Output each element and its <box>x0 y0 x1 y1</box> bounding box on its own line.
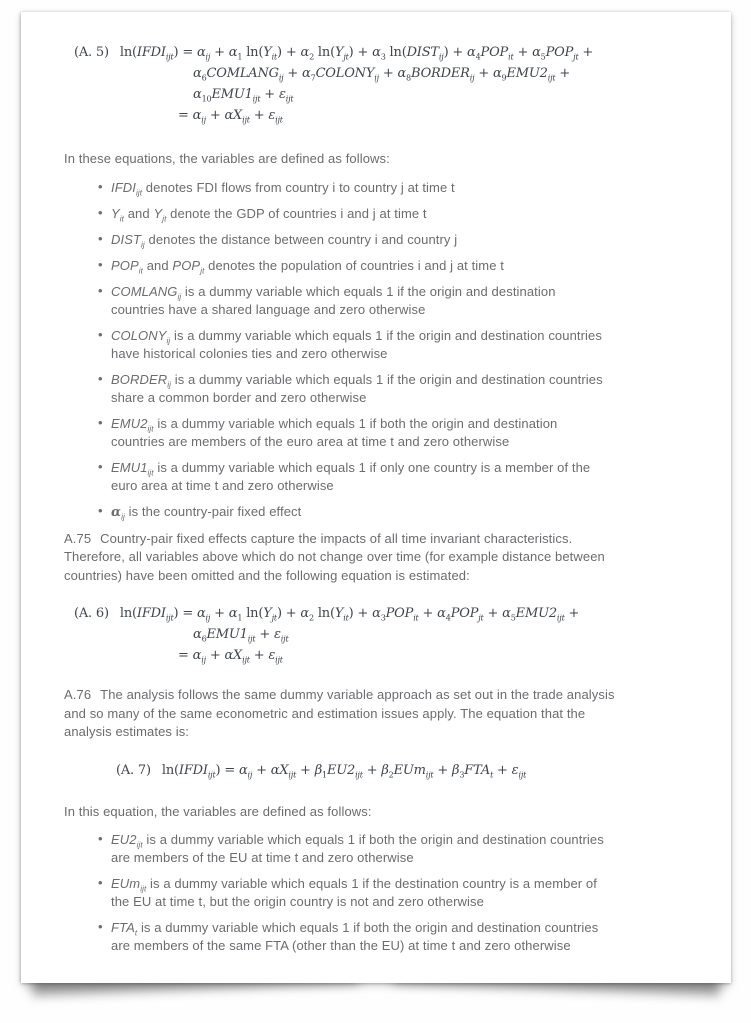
equation-expression: $\ln(IFDI_{ijt}) = \alpha_{ij} + \alpha_1$ $\ln(Y_{it}) + \alpha_2$ $\ln(Y_{jt}) + \alpha_3$ $\ln(DIST_{ij}) + \alpha_4POP_{it} + \alpha_5POP_{jt}$ + <box>119 45 594 62</box>
equation-line <box>116 760 695 781</box>
list-item: • $POP_{it}$ and $POP_{jt}$ denotes the population of countries i and j at time t <box>98 257 695 275</box>
equation-line: $\alpha_6EMU1_{ijt} + \varepsilon_{ijt}$ <box>193 627 289 644</box>
list-item: • $COLONY_{ij}$ is a dummy variable which equals 1 if the origin and destination countries have historical colonies ties and zero otherwise <box>98 327 695 363</box>
paragraph-number: A.76 <box>64 687 92 702</box>
equation-a5 <box>74 42 695 126</box>
list-item: • $EMU1_{ijt}$ is a dummy variable which equals 1 if only one country is a member of the euro area at time t and zero otherwise <box>98 459 695 495</box>
list-item: • $EMU2_{ijt}$ is a dummy variable which equals 1 if both the origin and destination countries are members of the euro area at time t and zero otherwise <box>98 415 695 451</box>
list-item: • $FTA_t$ is a dummy variable which equals 1 if both the origin and destination countries are members of the same FTA (other than the EU) at time t and zero otherwise <box>98 919 695 955</box>
equation-line: $\alpha_{10}EMU1_{ijt} + \varepsilon_{ijt}$ <box>193 87 294 104</box>
paragraph-a75 <box>64 530 695 586</box>
paragraph-a76 <box>64 686 695 742</box>
paragraph-text: Country-pair fixed effects capture the impacts of all time invariant characteristics. Therefore, all variables above which do not change over time (for example distance between countries) have been omitted and the following equation is estimated: <box>64 530 605 583</box>
list-item: • $DIST_{ij}$ denotes the distance between country i and country j <box>98 231 695 249</box>
equation-line: = $\alpha_{ij} + \alpha X_{ijt} + \varepsilon_{ijt}$ <box>178 648 283 665</box>
document-page <box>21 12 731 983</box>
equation-line <box>74 603 695 624</box>
list-item: • $EU2_{ijt}$ is a dummy variable which equals 1 if both the origin and destination countries are members of the EU at time t and zero otherwise <box>98 831 695 867</box>
equation-line: $\alpha_6COMLANG_{ij}$ + $\alpha_7COLONY_{ij}$ + $\alpha_8BORDER_{ij} + \alpha_9EMU2_{ijt}$ + <box>193 66 571 83</box>
equation-a6 <box>74 603 695 666</box>
list-item: • $\alpha_{ij}$ is the country-pair fixed effect <box>98 503 695 522</box>
equation-expression: $\ln(IFDI_{ijt}) = \alpha_{ij} + \alpha_1$ $\ln(Y_{jt}) + \alpha_2$ $\ln(Y_{it}) + \alpha_3POP_{it} + \alpha_4POP_{jt} + \alpha_5EMU2_{ijt}$ + <box>119 606 580 623</box>
list-item: • $COMLANG_{ij}$ is a dummy variable which equals 1 if the origin and destination countries have a shared language and zero otherwise <box>98 283 695 319</box>
list-item: • $IFDI_{ijt}$ denotes FDI flows from country i to country j at time t <box>98 179 695 197</box>
page-content <box>21 12 731 955</box>
paragraph-text: The analysis follows the same dummy variable approach as set out in the trade analysis and so many of the same econometric and estimation issues apply. The equation that the analysis estimates is: <box>64 687 615 739</box>
paragraph-number: A.75 <box>64 530 92 546</box>
equation-a7 <box>116 760 695 781</box>
equation-expression: $\ln(IFDI_{ijt}) = \alpha_{ij} + \alpha X_{ijt} + \beta_1EU2_{ijt} + \beta_2EUm_{ijt} + \beta_3FTA_t + \varepsilon_{ijt}$ <box>161 762 527 780</box>
equation-label: (A. 5) <box>74 45 109 60</box>
equation-label: (A. 6) <box>74 606 109 621</box>
variable-definitions-list-2 <box>64 831 695 955</box>
list-item: • $BORDER_{ij}$ is a dummy variable which equals 1 if the origin and destination countries share a common border and zero otherwise <box>98 371 695 407</box>
equation-label: (A. 7) <box>116 762 151 778</box>
list-intro-2: In this equation, the variables are defined as follows: <box>64 803 372 819</box>
list-item: • $Y_{it}$ and $Y_{jt}$ denote the GDP of countries i and j at time t <box>98 205 695 223</box>
list-intro-1: In these equations, the variables are defined as follows: <box>64 151 390 166</box>
list-item: • EUm$_{ijt}$ is a dummy variable which equals 1 if the destination country is a member of the EU at time t, but the origin country is not and zero otherwise <box>98 875 695 911</box>
equation-line <box>74 42 695 63</box>
equation-line: = $\alpha_{ij} + \alpha X_{ijt} + \varepsilon_{ijt}$ <box>178 108 283 125</box>
variable-definitions-list-1 <box>64 179 695 522</box>
